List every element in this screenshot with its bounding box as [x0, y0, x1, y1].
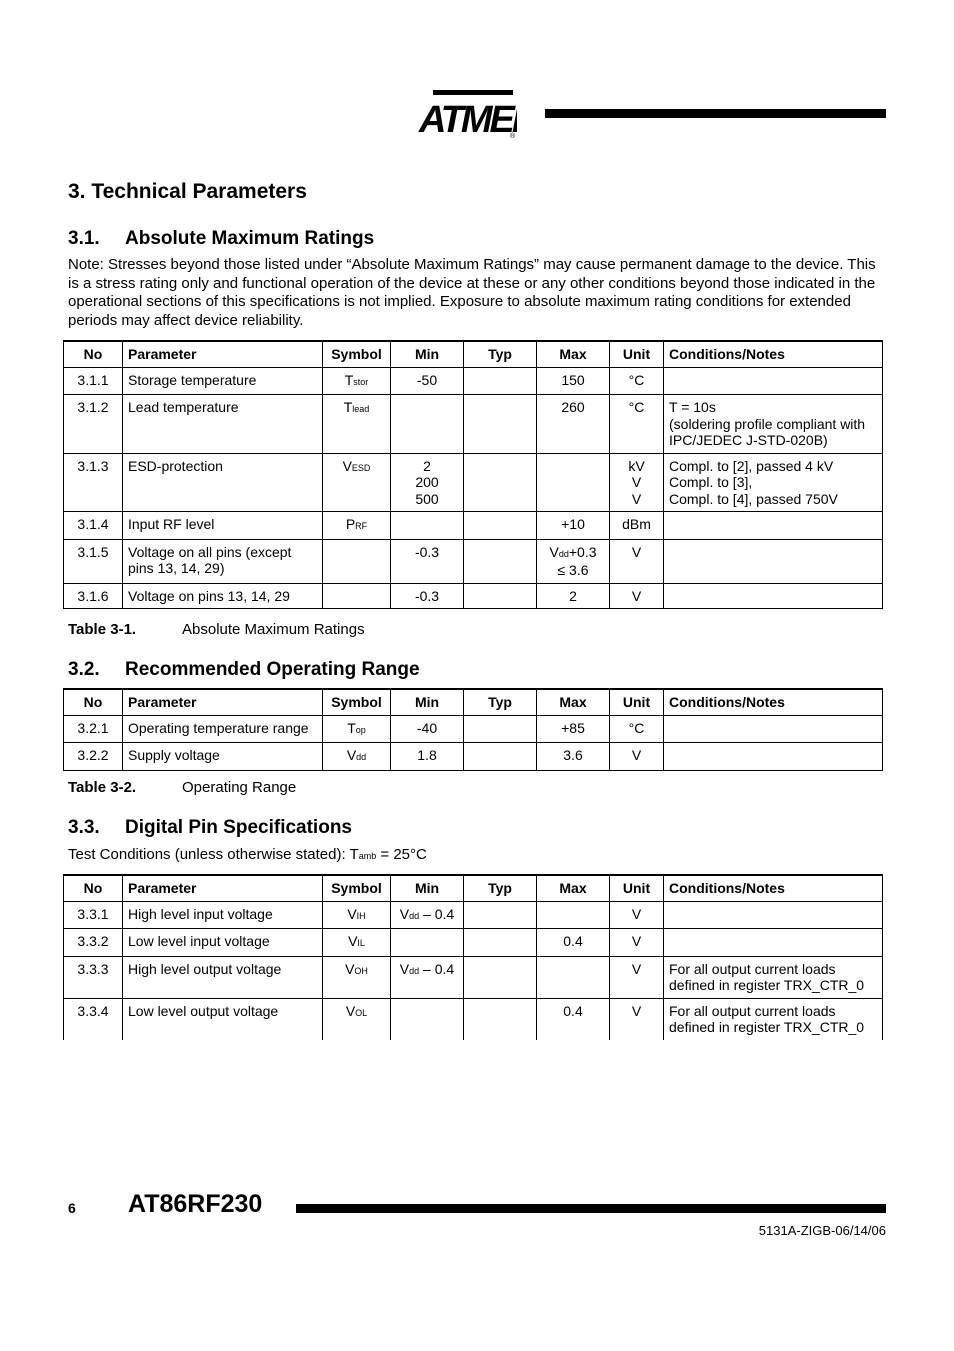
cell-no: 3.1.4 [64, 512, 123, 540]
table-row [64, 901, 883, 929]
cell-min [391, 929, 464, 957]
caption-label: Table 3-2. [68, 779, 137, 796]
cell-max: 150 [537, 367, 610, 395]
table-header-row [64, 689, 883, 715]
max-rest: +0.3 [568, 543, 597, 560]
cell-conditions [664, 539, 883, 583]
product-name: AT86RF230 [128, 1190, 263, 1218]
cell-symbol [323, 901, 391, 929]
cell-min: 1.8 [391, 743, 464, 771]
subsection-number: 3.3. [68, 817, 100, 838]
cell-symbol [323, 367, 391, 395]
cell-unit: V [610, 743, 664, 771]
cell-typ [464, 453, 537, 512]
col-header-unit: Unit [610, 341, 664, 367]
table-row [64, 395, 883, 454]
cell-max: 3.6 [537, 743, 610, 771]
col-header-typ: Typ [464, 875, 537, 901]
min-subscript: dd [409, 910, 420, 921]
col-header-typ: Typ [464, 341, 537, 367]
table-row [64, 583, 883, 609]
cell-parameter: Low level input voltage [123, 929, 323, 957]
symbol-subscript: IH [356, 910, 366, 921]
cell-no: 3.1.2 [64, 395, 123, 454]
min-base: V [399, 905, 410, 922]
cell-conditions [664, 743, 883, 771]
cell-unit: dBm [610, 512, 664, 540]
cell-symbol [323, 998, 391, 1040]
col-header-max: Max [537, 689, 610, 715]
col-header-unit: Unit [610, 875, 664, 901]
cell-parameter: Lead temperature [123, 395, 323, 454]
cell-typ [464, 901, 537, 929]
digital-pin-spec-table [63, 874, 883, 1040]
cell-no: 3.3.3 [64, 956, 123, 998]
table-header-row [64, 341, 883, 367]
subsection-title: Recommended Operating Range [125, 659, 420, 680]
symbol-base: T [343, 399, 353, 415]
symbol-subscript: IL [357, 938, 365, 948]
table-row [64, 715, 883, 743]
col-header-symbol: Symbol [323, 341, 391, 367]
cell-max: 0.4 [537, 998, 610, 1040]
cell-unit: °C [610, 395, 664, 454]
test-conditions-prefix: Test Conditions (unless otherwise stated): T [68, 846, 359, 863]
symbol-subscript: OH [354, 965, 368, 976]
table-3-2-caption [68, 779, 296, 796]
max-subscript: dd [558, 548, 569, 559]
col-header-conditions: Conditions/Notes [664, 689, 883, 715]
table-row [64, 956, 883, 998]
cell-min: -0.3 [391, 583, 464, 609]
cell-symbol [323, 715, 391, 743]
cell-no: 3.2.1 [64, 715, 123, 743]
cell-symbol [323, 929, 391, 957]
cell-max [537, 956, 610, 998]
cell-no: 3.1.5 [64, 539, 123, 583]
cell-unit: V [610, 901, 664, 929]
cell-conditions [664, 367, 883, 395]
cell-parameter: Operating temperature range [123, 715, 323, 743]
cell-typ [464, 367, 537, 395]
registered-mark: ® [510, 133, 516, 140]
cell-max [537, 453, 610, 512]
symbol-subscript: dd [356, 752, 367, 762]
cell-conditions [664, 512, 883, 540]
cell-parameter: Voltage on pins 13, 14, 29 [123, 583, 323, 609]
cell-symbol [323, 743, 391, 771]
footer-rule [296, 1204, 886, 1213]
cell-max [537, 901, 610, 929]
min-subscript: dd [409, 965, 420, 976]
cell-symbol [323, 453, 391, 512]
max-base: V [549, 543, 559, 560]
stress-note: Note: Stresses beyond those listed under “Absolute Maximum Ratings” may cause permanent damage to the device. This is a stress rating only and functional operation of the device at these or any other conditions beyond those indicated in the operational sections of this specifications is not implied. Exposure to absolute maximum rating conditions for extended periods may affect device reliability. [68, 256, 876, 329]
test-conditions-subscript: amb [358, 851, 377, 861]
header-rule [545, 109, 886, 118]
min-rest: – 0.4 [419, 960, 455, 977]
symbol-base: T [347, 719, 356, 736]
col-header-no: No [64, 875, 123, 901]
symbol-base: V [348, 933, 358, 949]
table-row [64, 539, 883, 583]
logo-text: ATME [419, 99, 512, 140]
symbol-base: V [345, 960, 355, 977]
cell-conditions [664, 901, 883, 929]
symbol-base: V [347, 905, 357, 922]
col-header-max: Max [537, 341, 610, 367]
caption-label: Table 3-1. [68, 621, 137, 638]
col-header-min: Min [391, 689, 464, 715]
page-number: 6 [68, 1200, 76, 1216]
cell-parameter: High level input voltage [123, 901, 323, 929]
cell-typ [464, 539, 537, 583]
col-header-max: Max [537, 875, 610, 901]
cell-symbol [323, 956, 391, 998]
symbol-subscript: lead [352, 404, 370, 414]
cell-min [391, 901, 464, 929]
col-header-parameter: Parameter [123, 689, 323, 715]
cell-max: 2 [537, 583, 610, 609]
table-row [64, 367, 883, 395]
table-row [64, 453, 883, 512]
cell-min [391, 512, 464, 540]
cell-min: 2 200 500 [391, 453, 464, 512]
col-header-typ: Typ [464, 689, 537, 715]
col-header-conditions: Conditions/Notes [664, 875, 883, 901]
cell-conditions [664, 715, 883, 743]
cell-max: +85 [537, 715, 610, 743]
cell-typ [464, 743, 537, 771]
cell-symbol [323, 395, 391, 454]
col-header-parameter: Parameter [123, 341, 323, 367]
cell-unit: V [610, 539, 664, 583]
cell-max: 0.4 [537, 929, 610, 957]
cell-parameter: ESD-protection [123, 453, 323, 512]
cell-typ [464, 956, 537, 998]
document-id: 5131A-ZIGB-06/14/06 [758, 1223, 886, 1238]
cell-unit: °C [610, 715, 664, 743]
cell-unit: V [610, 583, 664, 609]
cell-typ [464, 998, 537, 1040]
symbol-base: T [344, 371, 354, 388]
cell-no: 3.1.6 [64, 583, 123, 609]
cell-no: 3.1.1 [64, 367, 123, 395]
cell-typ [464, 715, 537, 743]
cell-parameter: Input RF level [123, 512, 323, 540]
cell-unit: V [610, 998, 664, 1040]
cell-no: 3.3.2 [64, 929, 123, 957]
atmel-logo [417, 90, 517, 140]
subsection-number: 3.1. [68, 228, 100, 249]
cell-conditions [664, 929, 883, 957]
cell-typ [464, 583, 537, 609]
col-header-min: Min [391, 341, 464, 367]
cell-min: -0.3 [391, 539, 464, 583]
min-rest: – 0.4 [419, 905, 455, 922]
cell-min [391, 956, 464, 998]
cell-parameter: Supply voltage [123, 743, 323, 771]
cell-unit: °C [610, 367, 664, 395]
cell-min: -40 [391, 715, 464, 743]
section-title: 3. Technical Parameters [68, 180, 307, 203]
cell-conditions [664, 583, 883, 609]
col-header-no: No [64, 689, 123, 715]
table-row [64, 929, 883, 957]
subsection-title: Digital Pin Specifications [125, 817, 352, 838]
min-base: V [399, 960, 410, 977]
col-header-conditions: Conditions/Notes [664, 341, 883, 367]
cell-parameter: Voltage on all pins (except pins 13, 14, 29) [123, 539, 323, 583]
cell-typ [464, 395, 537, 454]
cell-unit: V [610, 929, 664, 957]
cell-no: 3.3.4 [64, 998, 123, 1040]
col-header-no: No [64, 341, 123, 367]
subsection-title: Absolute Maximum Ratings [125, 228, 375, 249]
table-header-row [64, 875, 883, 901]
symbol-base: P [345, 516, 356, 532]
cell-conditions: T = 10s (soldering profile compliant with IPC/JEDEC J-STD-020B) [664, 395, 883, 454]
cell-max [537, 539, 610, 583]
cell-unit: kV V V [610, 453, 664, 512]
cell-parameter: Storage temperature [123, 367, 323, 395]
col-header-unit: Unit [610, 689, 664, 715]
symbol-subscript: RF [355, 521, 368, 531]
operating-range-table [63, 688, 883, 771]
symbol-base: V [345, 1002, 356, 1019]
caption-text: Absolute Maximum Ratings [182, 621, 365, 638]
subsection-3-1-heading [68, 228, 374, 250]
cell-parameter: Low level output voltage [123, 998, 323, 1040]
subsection-3-3-heading [68, 817, 352, 839]
symbol-base: V [342, 457, 352, 474]
table-row [64, 743, 883, 771]
cell-symbol [323, 512, 391, 540]
cell-typ [464, 929, 537, 957]
cell-typ [464, 512, 537, 540]
symbol-subscript: OL [355, 1007, 368, 1018]
col-header-min: Min [391, 875, 464, 901]
cell-symbol [323, 539, 391, 583]
absolute-max-ratings-table [63, 340, 883, 609]
table-row [64, 998, 883, 1040]
symbol-subscript: stor [353, 376, 369, 387]
col-header-symbol: Symbol [323, 689, 391, 715]
max-limit: ≤ 3.6 [557, 562, 589, 578]
cell-min: -50 [391, 367, 464, 395]
table-row [64, 512, 883, 540]
cell-parameter: High level output voltage [123, 956, 323, 998]
col-header-parameter: Parameter [123, 875, 323, 901]
test-conditions [68, 846, 888, 866]
cell-conditions: Compl. to [2], passed 4 kV Compl. to [3], Compl. to [4], passed 750V [664, 453, 883, 512]
symbol-subscript: op [355, 724, 366, 735]
table-3-1-caption [68, 621, 365, 638]
subsection-number: 3.2. [68, 659, 100, 680]
col-header-symbol: Symbol [323, 875, 391, 901]
cell-max: 260 [537, 395, 610, 454]
caption-text: Operating Range [182, 779, 297, 796]
cell-unit: V [610, 956, 664, 998]
cell-symbol [323, 583, 391, 609]
cell-no: 3.3.1 [64, 901, 123, 929]
cell-conditions: For all output current loads defined in register TRX_CTR_0 [664, 998, 883, 1040]
subsection-3-2-heading [68, 659, 420, 681]
cell-no: 3.1.3 [64, 453, 123, 512]
cell-max: +10 [537, 512, 610, 540]
symbol-base: V [346, 747, 357, 763]
cell-conditions: For all output current loads defined in register TRX_CTR_0 [664, 956, 883, 998]
cell-min [391, 395, 464, 454]
test-conditions-suffix: = 25°C [376, 846, 427, 863]
cell-min [391, 998, 464, 1040]
cell-no: 3.2.2 [64, 743, 123, 771]
symbol-subscript: ESD [351, 462, 371, 473]
